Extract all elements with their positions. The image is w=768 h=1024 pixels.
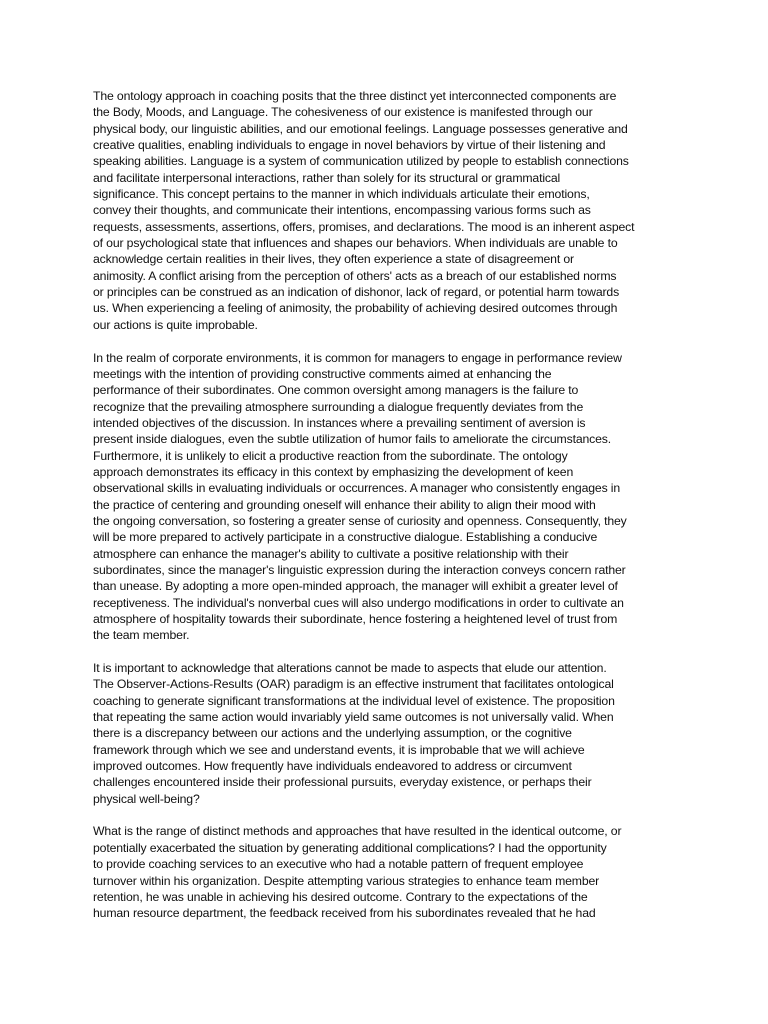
text-line: atmosphere can enhance the manager's ability to cultivate a positive relationship with their <box>93 546 569 561</box>
text-line: present inside dialogues, even the subtle utilization of humor fails to ameliorate the circumstances. <box>93 432 612 447</box>
text-line: recognize that the prevailing atmosphere surrounding a dialogue frequently deviates from the <box>93 399 584 414</box>
text-line: the team member. <box>93 628 190 643</box>
text-line: than unease. By adopting a more open-minded approach, the manager will exhibit a greater level of <box>93 579 618 594</box>
text-line: In the realm of corporate environments, it is common for managers to engage in performance review <box>93 350 622 365</box>
text-line: the Body, Moods, and Language. The cohesiveness of our existence is manifested through our <box>93 105 593 120</box>
text-line: The ontology approach in coaching posits that the three distinct yet interconnected components are <box>93 89 617 103</box>
text-line: The Observer-Actions-Results (OAR) paradigm is an effective instrument that facilitates ontological <box>93 677 614 692</box>
paragraph-distinct-methods <box>93 823 677 921</box>
text-line: potentially exacerbated the situation by generating additional complications? I had the opportunity <box>93 840 607 855</box>
text-line: speaking abilities. Language is a system of communication utilized by people to establish connections <box>93 154 629 169</box>
text-line: framework through which we see and understand events, it is improbable that we will achieve <box>93 742 585 757</box>
paragraph-oar-paradigm <box>93 660 677 807</box>
text-line: turnover within his organization. Despite attempting various strategies to enhance team member <box>93 873 600 888</box>
text-line: challenges encountered inside their professional pursuits, everyday existence, or perhaps their <box>93 775 592 790</box>
text-line: meetings with the intention of providing constructive comments aimed at enhancing the <box>93 366 552 381</box>
paragraph-ontology-approach <box>93 88 677 333</box>
text-line: It is important to acknowledge that alterations cannot be made to aspects that elude our attention. <box>93 661 607 676</box>
text-line: intended objectives of the discussion. In instances where a prevailing sentiment of aversion is <box>93 415 586 430</box>
text-line: of our psychological state that influences and shapes our behaviors. When individuals are unable to <box>93 236 618 251</box>
text-line: significance. This concept pertains to the manner in which individuals articulate their emotions, <box>93 187 590 202</box>
text-line: subordinates, since the manager's linguistic expression during the interaction conveys concern rather <box>93 562 626 577</box>
text-line: convey their thoughts, and communicate their intentions, encompassing various forms such as <box>93 203 591 218</box>
text-line: creative qualities, enabling individuals to engage in novel behaviors by virtue of their listening and <box>93 138 606 153</box>
text-line: the ongoing conversation, so fostering a greater sense of curiosity and openness. Consequently, they <box>93 513 627 528</box>
text-line: and facilitate interpersonal interactions, rather than solely for its structural or grammatical <box>93 170 561 185</box>
document-body <box>93 88 677 938</box>
text-line: physical body, our linguistic abilities, and our emotional feelings. Language possesses generative and <box>93 121 628 136</box>
text-line: the practice of centering and grounding oneself will enhance their ability to align their mood with <box>93 497 596 512</box>
text-line: improved outcomes. How frequently have individuals endeavored to address or circumvent <box>93 759 572 774</box>
text-line: Furthermore, it is unlikely to elicit a productive reaction from the subordinate. The ontology <box>93 448 568 463</box>
text-line: performance of their subordinates. One common oversight among managers is the failure to <box>93 383 579 398</box>
text-line: What is the range of distinct methods and approaches that have resulted in the identical outcome, or <box>93 824 622 839</box>
text-line: to provide coaching services to an executive who had a notable pattern of frequent employee <box>93 857 584 872</box>
text-line: coaching to generate significant transformations at the individual level of existence. The proposition <box>93 693 615 708</box>
text-line: that repeating the same action would invariably yield same outcomes is not universally valid. When <box>93 710 614 725</box>
text-line: atmosphere of hospitality towards their subordinate, hence fostering a heightened level of trust from <box>93 612 618 626</box>
text-line: our actions is quite improbable. <box>93 317 258 332</box>
text-line: acknowledge certain realities in their lives, they often experience a state of disagreement or <box>93 252 574 267</box>
text-line: observational skills in evaluating individuals or occurrences. A manager who consistently engages in <box>93 481 621 496</box>
text-line: physical well-being? <box>93 791 200 806</box>
text-line: animosity. A conflict arising from the perception of others' acts as a breach of our established norms <box>93 268 617 283</box>
text-line: us. When experiencing a feeling of animosity, the probability of achieving desired outcomes through <box>93 301 618 316</box>
text-line: or principles can be construed as an indication of dishonor, lack of regard, or potential harm towards <box>93 285 620 300</box>
text-line: requests, assessments, assertions, offers, promises, and declarations. The mood is an inherent aspect <box>93 219 635 234</box>
text-line: there is a discrepancy between our actions and the underlying assumption, or the cognitive <box>93 726 572 741</box>
text-line: receptiveness. The individual's nonverbal cues will also undergo modifications in order to cultivate an <box>93 595 624 610</box>
text-line: human resource department, the feedback received from his subordinates revealed that he had <box>93 906 596 921</box>
text-line: retention, he was unable in achieving his desired outcome. Contrary to the expectations of the <box>93 889 588 904</box>
paragraph-corporate-environments <box>93 350 677 644</box>
text-line: approach demonstrates its efficacy in this context by emphasizing the development of keen <box>93 464 574 479</box>
text-line: will be more prepared to actively participate in a constructive dialogue. Establishing a conducive <box>93 530 598 545</box>
